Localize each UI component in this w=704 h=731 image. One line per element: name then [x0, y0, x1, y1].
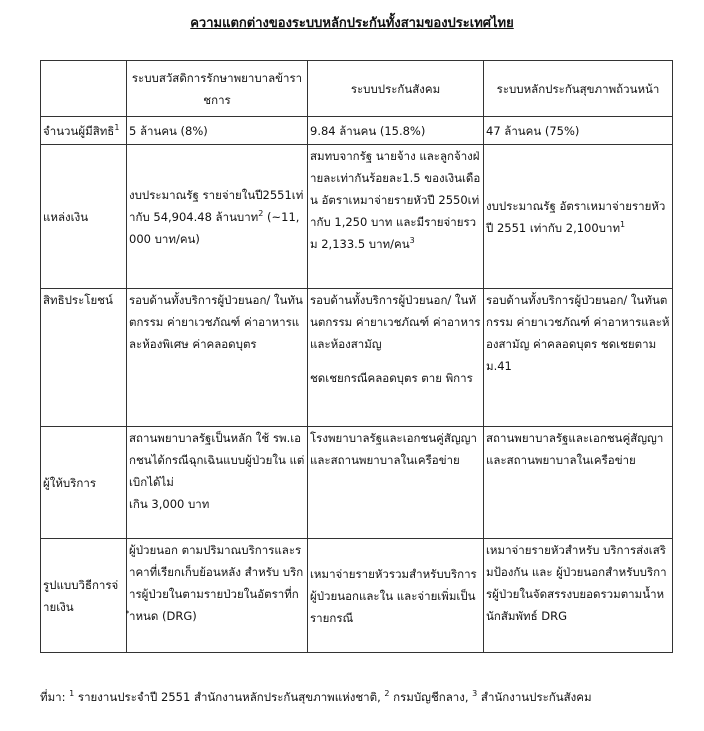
row-label-beneficiaries: จำนวนผู้มีสิทธิ$^1$: [41, 117, 127, 145]
cell-beneficiaries-sss: 9.84 ล้านคน (15.8%): [308, 117, 484, 145]
table-row-benefits: [41, 289, 673, 427]
row-label-payment: รูปแบบวิธีการจ่ายเงิน: [41, 539, 127, 653]
cell-benefits-sss: รอบด้านทั้งบริการผู้ป่วยนอก/ ในทันตกรรม ค่ายาเวชภัณฑ์ ค่าอาหารและห้องสามัญ ชดเชยกรณีคลอดบุตร ตาย พิการ: [308, 289, 484, 427]
table-row-providers: [41, 427, 673, 539]
cell-payment-sss: เหมาจ่ายรายหัวรวมสำหรับบริการผู้ป่วยนอกและใน และจ่ายเพิ่มเป็นรายกรณี: [308, 539, 484, 653]
header-uc: ระบบหลักประกันสุขภาพถ้วนหน้า: [484, 61, 673, 117]
source-note: ที่มา: $^1$ รายงานประจำปี 2551 สำนักงานหลักประกันสุขภาพแห่งชาติ, $^2$ กรมบัญชีกลาง, $^3$ สำนักงานประกันสังคม: [40, 689, 592, 704]
cell-beneficiaries-csmbs: 5 ล้านคน (8%): [127, 117, 308, 145]
table-row-funding: [41, 145, 673, 289]
row-label-benefits: สิทธิประโยชน์: [41, 289, 127, 427]
cell-providers-sss: โรงพยาบาลรัฐและเอกชนคู่สัญญา และสถานพยาบาลในเครือข่าย: [308, 427, 484, 539]
cell-funding-uc: งบประมาณรัฐ อัตราเหมาจ่ายรายหัวปี 2551 เท่ากับ 2,100บาท$^1$: [484, 145, 673, 289]
cell-funding-sss: สมทบจากรัฐ นายจ้าง และลูกจ้างฝ่ายละเท่ากันร้อยละ1.5 ของเงินเดือน อัตราเหมาจ่ายรายหัวปี 2550เท่ากับ 1,250 บาท และมีรายจ่ายรวม 2,133.5 บาท/คน$^3$: [308, 145, 484, 289]
header-csmbs: ระบบสวัสดิการรักษาพยาบาลข้าราชการ: [127, 61, 308, 117]
row-label-providers: ผู้ให้บริการ: [41, 427, 127, 539]
cell-providers-uc: สถานพยาบาลรัฐและเอกชนคู่สัญญาและสถานพยาบาลในเครือข่าย: [484, 427, 673, 539]
cell-providers-csmbs: สถานพยาบาลรัฐเป็นหลัก ใช้ รพ.เอกชนได้กรณีฉุกเฉินแบบผู้ป่วยใน แต่เบิกได้ไม่ เกิน 3,000 บาท: [127, 427, 308, 539]
cell-benefits-uc: รอบด้านทั้งบริการผู้ป่วยนอก/ ในทันตกรรม ค่ายาเวชภัณฑ์ ค่าอาหารและห้องสามัญ ค่าคลอดบุตร ชดเชยตาม ม.41: [484, 289, 673, 427]
cell-funding-csmbs: งบประมาณรัฐ รายจ่ายในปี2551เท่ากับ 54,904.48 ล้านบาท$^2$ (~11,000 บาท/คน): [127, 145, 308, 289]
cell-payment-uc: เหมาจ่ายรายหัวสำหรับ บริการส่งเสริมป้องกัน และ ผู้ป่วยนอกสำหรับบริการผู้ป่วยในจัดสรรงบยอดรวมตามน้ำหนักสัมพัทธ์ DRG: [484, 539, 673, 653]
cell-payment-csmbs: ผู้ป่วยนอก ตามปริมาณบริการและราคาที่เรียกเก็บย้อนหลัง สำหรับ บริการผู้ป่วยในตามรายป่วยในอัตราที่กำหนด (DRG): [127, 539, 308, 653]
table-row-beneficiaries: [41, 117, 673, 145]
header-sss: ระบบประกันสังคม: [308, 61, 484, 117]
cell-beneficiaries-uc: 47 ล้านคน (75%): [484, 117, 673, 145]
header-row: [41, 61, 673, 117]
cell-benefits-csmbs: รอบด้านทั้งบริการผู้ป่วยนอก/ ในทันตกรรม ค่ายาเวชภัณฑ์ ค่าอาหารและห้องพิเศษ ค่าคลอดบุตร: [127, 289, 308, 427]
table-title: ความแตกต่างของระบบหลักประกันทั้งสามของประเทศไทย: [190, 16, 514, 31]
comparison-table: [40, 60, 673, 653]
header-empty-cell: [41, 61, 127, 117]
row-label-funding: แหล่งเงิน: [41, 145, 127, 289]
table-row-payment: [41, 539, 673, 653]
